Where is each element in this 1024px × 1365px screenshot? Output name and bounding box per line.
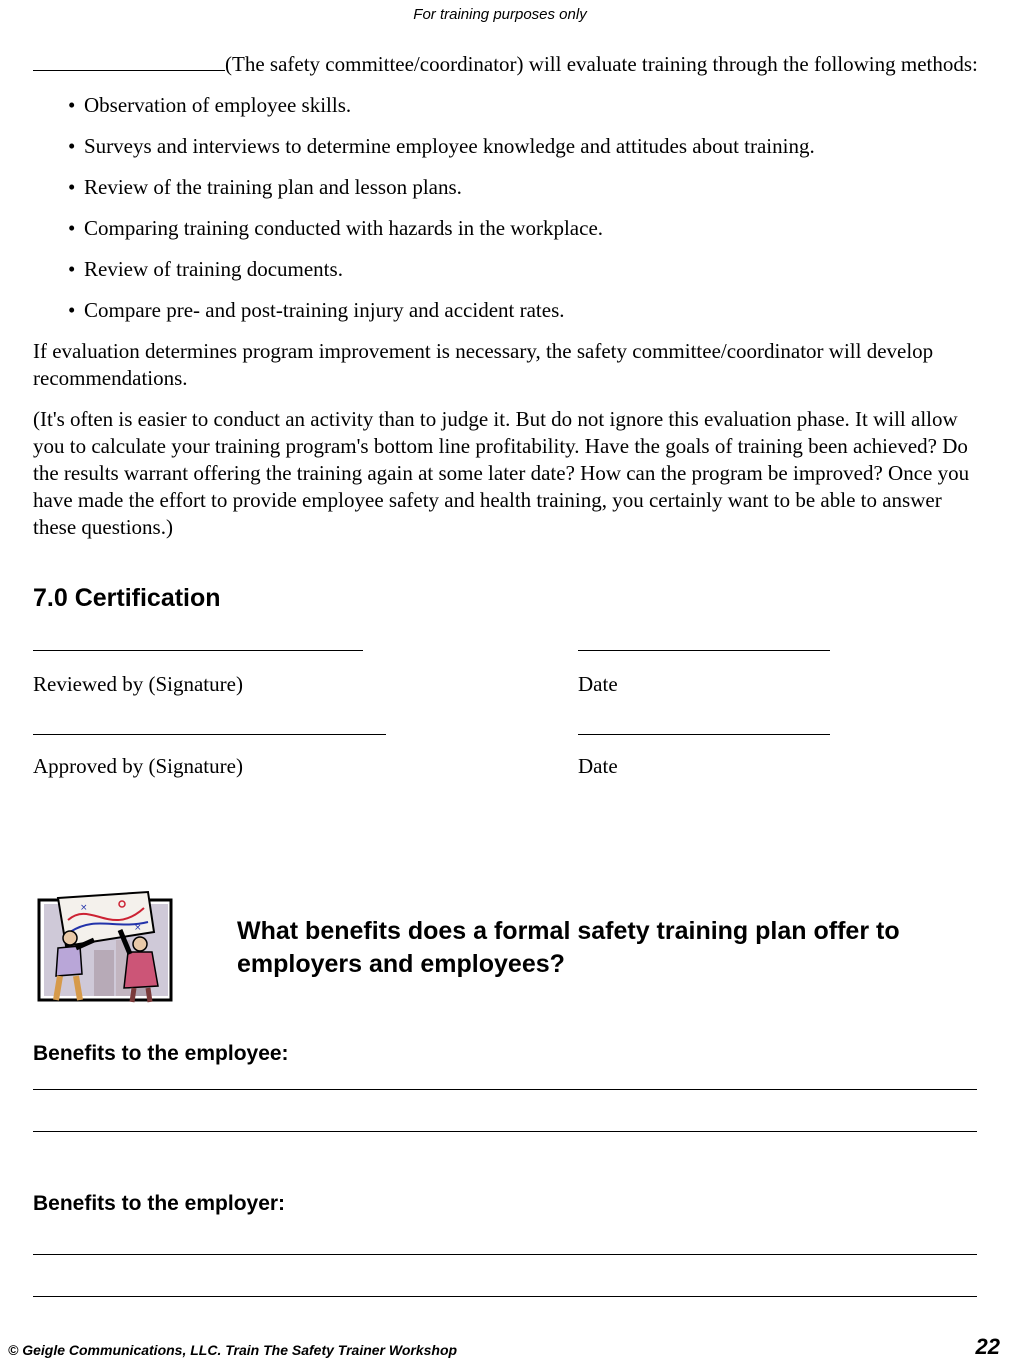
svg-text:×: × xyxy=(80,903,88,913)
bullet-icon: • xyxy=(68,298,76,322)
page-number: 22 xyxy=(975,1334,1000,1359)
section-heading: 7.0 Certification xyxy=(33,584,221,612)
bullet-icon: • xyxy=(68,175,76,199)
reviewed-date-label: Date xyxy=(578,672,618,696)
methods-list xyxy=(33,92,983,324)
list-item: • Observation of employee skills. xyxy=(68,93,352,117)
header-note: For training purposes only xyxy=(413,6,587,23)
employee-answer-line[interactable] xyxy=(33,1131,977,1132)
employee-answer-line[interactable] xyxy=(33,1089,977,1090)
intro-paragraph xyxy=(33,50,983,78)
recommendation-paragraph: If evaluation determines program improvement is necessary, the safety committee/coordinator will develop recommendations. xyxy=(33,339,934,390)
list-item: • Review of training documents. xyxy=(68,257,343,281)
bullet-icon: • xyxy=(68,134,76,158)
list-item: • Comparing training conducted with hazards in the workplace. xyxy=(68,216,604,240)
employer-answer-line[interactable] xyxy=(33,1296,977,1297)
intro-text: (The safety committee/coordinator) will evaluate training through the following methods: xyxy=(225,52,978,76)
discussion-question: What benefits does a formal safety training plan offer to employers and employees? xyxy=(237,917,900,978)
reviewed-by-label: Reviewed by (Signature) xyxy=(33,672,243,696)
approved-signature-line[interactable] xyxy=(33,734,386,735)
employer-benefits-label: Benefits to the employer: xyxy=(33,1192,286,1215)
document-body xyxy=(33,50,983,555)
reviewed-date-line[interactable] xyxy=(578,650,830,651)
evaluation-note-paragraph: (It's often is easier to conduct an activity than to judge it. But do not ignore this evaluation phase. It will allow you to calculate your training program's bottom line profitability. Have the goals of training been achieved? Do the results warrant offering the training again at some later date? How can the program be improved? Once you have made the effort to provide employee safety and health training, you certainly want to be able to answer these questions.) xyxy=(33,407,970,539)
blank-line xyxy=(33,50,225,71)
svg-text:×: × xyxy=(134,923,142,933)
bullet-icon: • xyxy=(68,216,76,240)
clipart-illustration xyxy=(36,890,176,1005)
list-item: • Compare pre- and post-training injury and accident rates. xyxy=(68,298,565,322)
bullet-icon: • xyxy=(68,257,76,281)
approved-date-label: Date xyxy=(578,754,618,778)
list-item: • Review of the training plan and lesson plans. xyxy=(68,175,462,199)
approved-by-label: Approved by (Signature) xyxy=(33,754,243,778)
reviewed-signature-line[interactable] xyxy=(33,650,363,651)
list-item: • Surveys and interviews to determine employee knowledge and attitudes about training. xyxy=(68,134,815,158)
employer-answer-line[interactable] xyxy=(33,1254,977,1255)
bullet-icon: • xyxy=(68,93,76,117)
employee-benefits-label: Benefits to the employee: xyxy=(33,1042,289,1065)
footer-copyright: © Geigle Communications, LLC. Train The Safety Trainer Workshop xyxy=(8,1342,458,1358)
approved-date-line[interactable] xyxy=(578,734,830,735)
